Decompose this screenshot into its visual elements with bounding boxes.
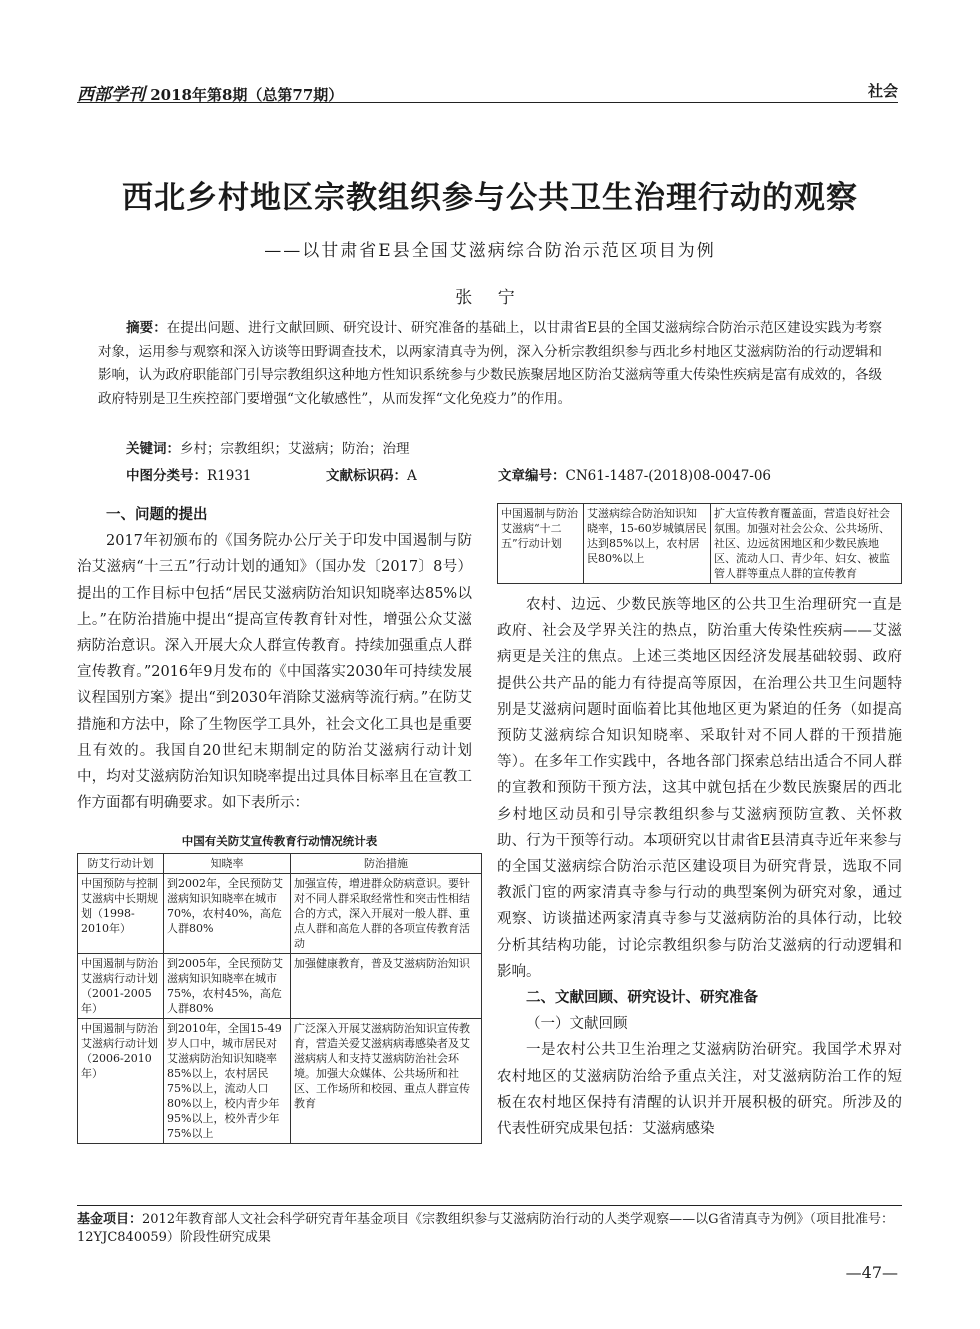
paragraph: 一是农村公共卫生治理之艾滋病防治研究。我国学术界对农村地区的艾滋病防治给予重点关注，对艾滋病防治工作的短板在农村地区保持有清醒的认识并开展积极的研究。所涉及的代表性研究成果包括：艾滋病感染	[497, 1042, 902, 1138]
data-table	[77, 833, 482, 1144]
footnote-text: 2012年教育部人文社会科学研究青年基金项目《宗教组织参与艾滋病防治行动的人类学观察——以G省清真寺为例》（项目批准号：12YJC840059）阶段性研究成果	[77, 1212, 894, 1245]
table	[497, 503, 902, 584]
abstract-text: 在提出问题、进行文献回顾、研究设计、研究准备的基础上，以甘肃省E县的全国艾滋病综合防治示范区建设实践为考察对象，运用参与观察和深入访谈等田野调查技术，以两家清真寺为例，深入分析宗教组织参与西北乡村地区艾滋病防治的行动逻辑和影响，认为政府职能部门引导宗教组织这种地方性知识系统参与少数民族聚居地区防治艾滋病等重大传染性疾病是富有成效的，各级政府特别是卫生疾控部门要增强“文化敏感性”，从而发挥“文化免疫力”的作用。	[98, 320, 882, 407]
table-header-row	[78, 854, 482, 874]
keywords	[126, 437, 410, 457]
abstract-label: 摘要：	[126, 320, 167, 336]
section2-heading: 二、文献回顾、研究设计、研究准备	[526, 990, 758, 1007]
footnote	[77, 1211, 907, 1247]
table-row	[498, 504, 902, 584]
table-row	[78, 954, 482, 1019]
table-cell: 中国遏制与防治艾滋病行动计划（2006-2010年）	[78, 1019, 164, 1144]
column-header: 防治措施	[291, 854, 482, 874]
left-column	[77, 502, 472, 816]
right-column	[497, 592, 902, 1142]
header-rule	[77, 102, 898, 103]
paragraph: 2017年初颁布的《国务院办公厅关于印发中国遏制与防治艾滋病“十三五”行动计划的通知》（国办发〔2017〕8号）提出的工作目标中包括“居民艾滋病防治知识知晓率达85%以上。”在防治措施中提出“提高宣传教育针对性，增强公众艾滋病防治意识。深入开展大众人群宣传教育。持续加强重点人群宣传教育。”2016年9月发布的《中国落实2030年可持续发展议程国别方案》提出“到2030年消除艾滋病等流行病。”在防艾措施和方法中，除了生物医学工具外，社会文化工具也是重要且有效的。我国自20世纪末期制定的防治艾滋病行动计划中，均对艾滋病防治知识知晓率提出过具体目标率且在宣教工作方面都有明确要求。如下表所示：	[77, 533, 472, 812]
table-cell: 加强宣传，增进群众防病意识。要针对不同人群采取经常性和突击性相结合的方式，深入开展对一般人群、重点人群和高危人群的各项宣传教育活动	[291, 874, 482, 954]
table-cell: 广泛深入开展艾滋病防治知识宣传教育，营造关爱艾滋病病毒感染者及艾滋病病人和支持艾滋病防治社会环境。加强大众媒体、公共场所和社区、工作场所和校园、重点人群宣传教育	[291, 1019, 482, 1144]
table-row	[78, 1019, 482, 1144]
table-cell: 中国遏制与防治艾滋病行动计划（2001-2005年）	[78, 954, 164, 1019]
table-cell: 到2002年，全民预防艾滋病知识知晓率在城市70%，农村40%，高危人群80%	[164, 874, 291, 954]
table	[77, 853, 482, 1144]
column-header: 知晓率	[164, 854, 291, 874]
table-cell: 中国预防与控制艾滋病中长期规划（1998-2010年）	[78, 874, 164, 954]
keywords-label: 关键词：	[126, 441, 180, 457]
section-name: 社会	[867, 82, 898, 100]
table-cell: 加强健康教育，普及艾滋病防治知识	[291, 954, 482, 1019]
table-cell: 到2010年，全国15-49岁人口中，城市居民对艾滋病防治知识知晓率85%以上，农村居民75%以上，流动人口80%以上，校内青少年95%以上，校外青少年75%以上	[164, 1019, 291, 1144]
article-subtitle: ——以甘肃省E县全国艾滋病综合防治示范区项目为例	[264, 241, 716, 261]
article-number: 文章编号：CN61-1487-(2018)08-0047-06	[498, 468, 772, 484]
article-title: 西北乡村地区宗教组织参与公共卫生治理行动的观察	[122, 180, 858, 216]
table-cell: 到2005年，全民预防艾滋病知识知晓率在城市75%，农村45%，高危人群80%	[164, 954, 291, 1019]
paragraph: 农村、边远、少数民族等地区的公共卫生治理研究一直是政府、社会及学界关注的热点，防治重大传染性疾病——艾滋病更是关注的焦点。上述三类地区因经济发展基础较弱、政府提供公共产品的能力有待提高等原因，在治理公共卫生问题特别是艾滋病问题时面临着比其他地区更为紧迫的任务（如提高预防艾滋病综合知识知晓率、采取针对不同人群的干预措施等）。在多年工作实践中，各地各部门探索总结出适合不同人群的宣教和预防干预方法，这其中就包括在少数民族聚居的西北乡村地区动员和引导宗教组织参与艾滋病预防宣教、关怀救助、行为干预等行动。本项研究以甘肃省E县清真寺近年来参与的全国艾滋病综合防治示范区建设项目为研究背景，选取不同教派门宦的两家清真寺参与行动的典型案例为研究对象，通过观察、访谈描述两家清真寺参与艾滋病防治的具体行动，比较分析其结构功能，讨论宗教组织参与防治艾滋病的行动逻辑和影响。	[497, 597, 902, 980]
document-code: 文献标识码：A	[326, 468, 417, 484]
clc-number: 中图分类号：R1931	[126, 468, 252, 484]
footnote-rule	[77, 1205, 902, 1206]
section1-heading: 一、问题的提出	[106, 507, 208, 523]
table-cell: 中国遏制与防治艾滋病“十二五”行动计划	[498, 504, 584, 584]
table-caption: 中国有关防艾宣传教育行动情况统计表	[181, 834, 378, 848]
author: 张 宁	[455, 288, 525, 308]
table-cell: 艾滋病综合防治知识知晓率，15-60岁城镇居民达到85%以上，农村居民80%以上	[584, 504, 711, 584]
column-header: 防艾行动计划	[78, 854, 164, 874]
table-row	[78, 874, 482, 954]
footnote-label: 基金项目：	[77, 1212, 143, 1227]
table-continuation	[497, 503, 902, 584]
table-cell: 扩大宣传教育覆盖面，营造良好社会氛围。加强对社会公众、公共场所、社区、边远贫困地区和少数民族地区、流动人口、青少年、妇女、被监管人群等重点人群的宣传教育	[711, 504, 902, 584]
journal-name: 西部学刊	[77, 85, 145, 105]
journal-issue: 2018年第8期（总第77期）	[150, 86, 344, 104]
abstract	[98, 317, 882, 411]
page-number: —47—	[845, 1263, 898, 1282]
subsection-heading: （一）文献回顾	[526, 1016, 628, 1033]
keywords-text: 乡村；宗教组织；艾滋病；防治；治理	[180, 441, 410, 457]
